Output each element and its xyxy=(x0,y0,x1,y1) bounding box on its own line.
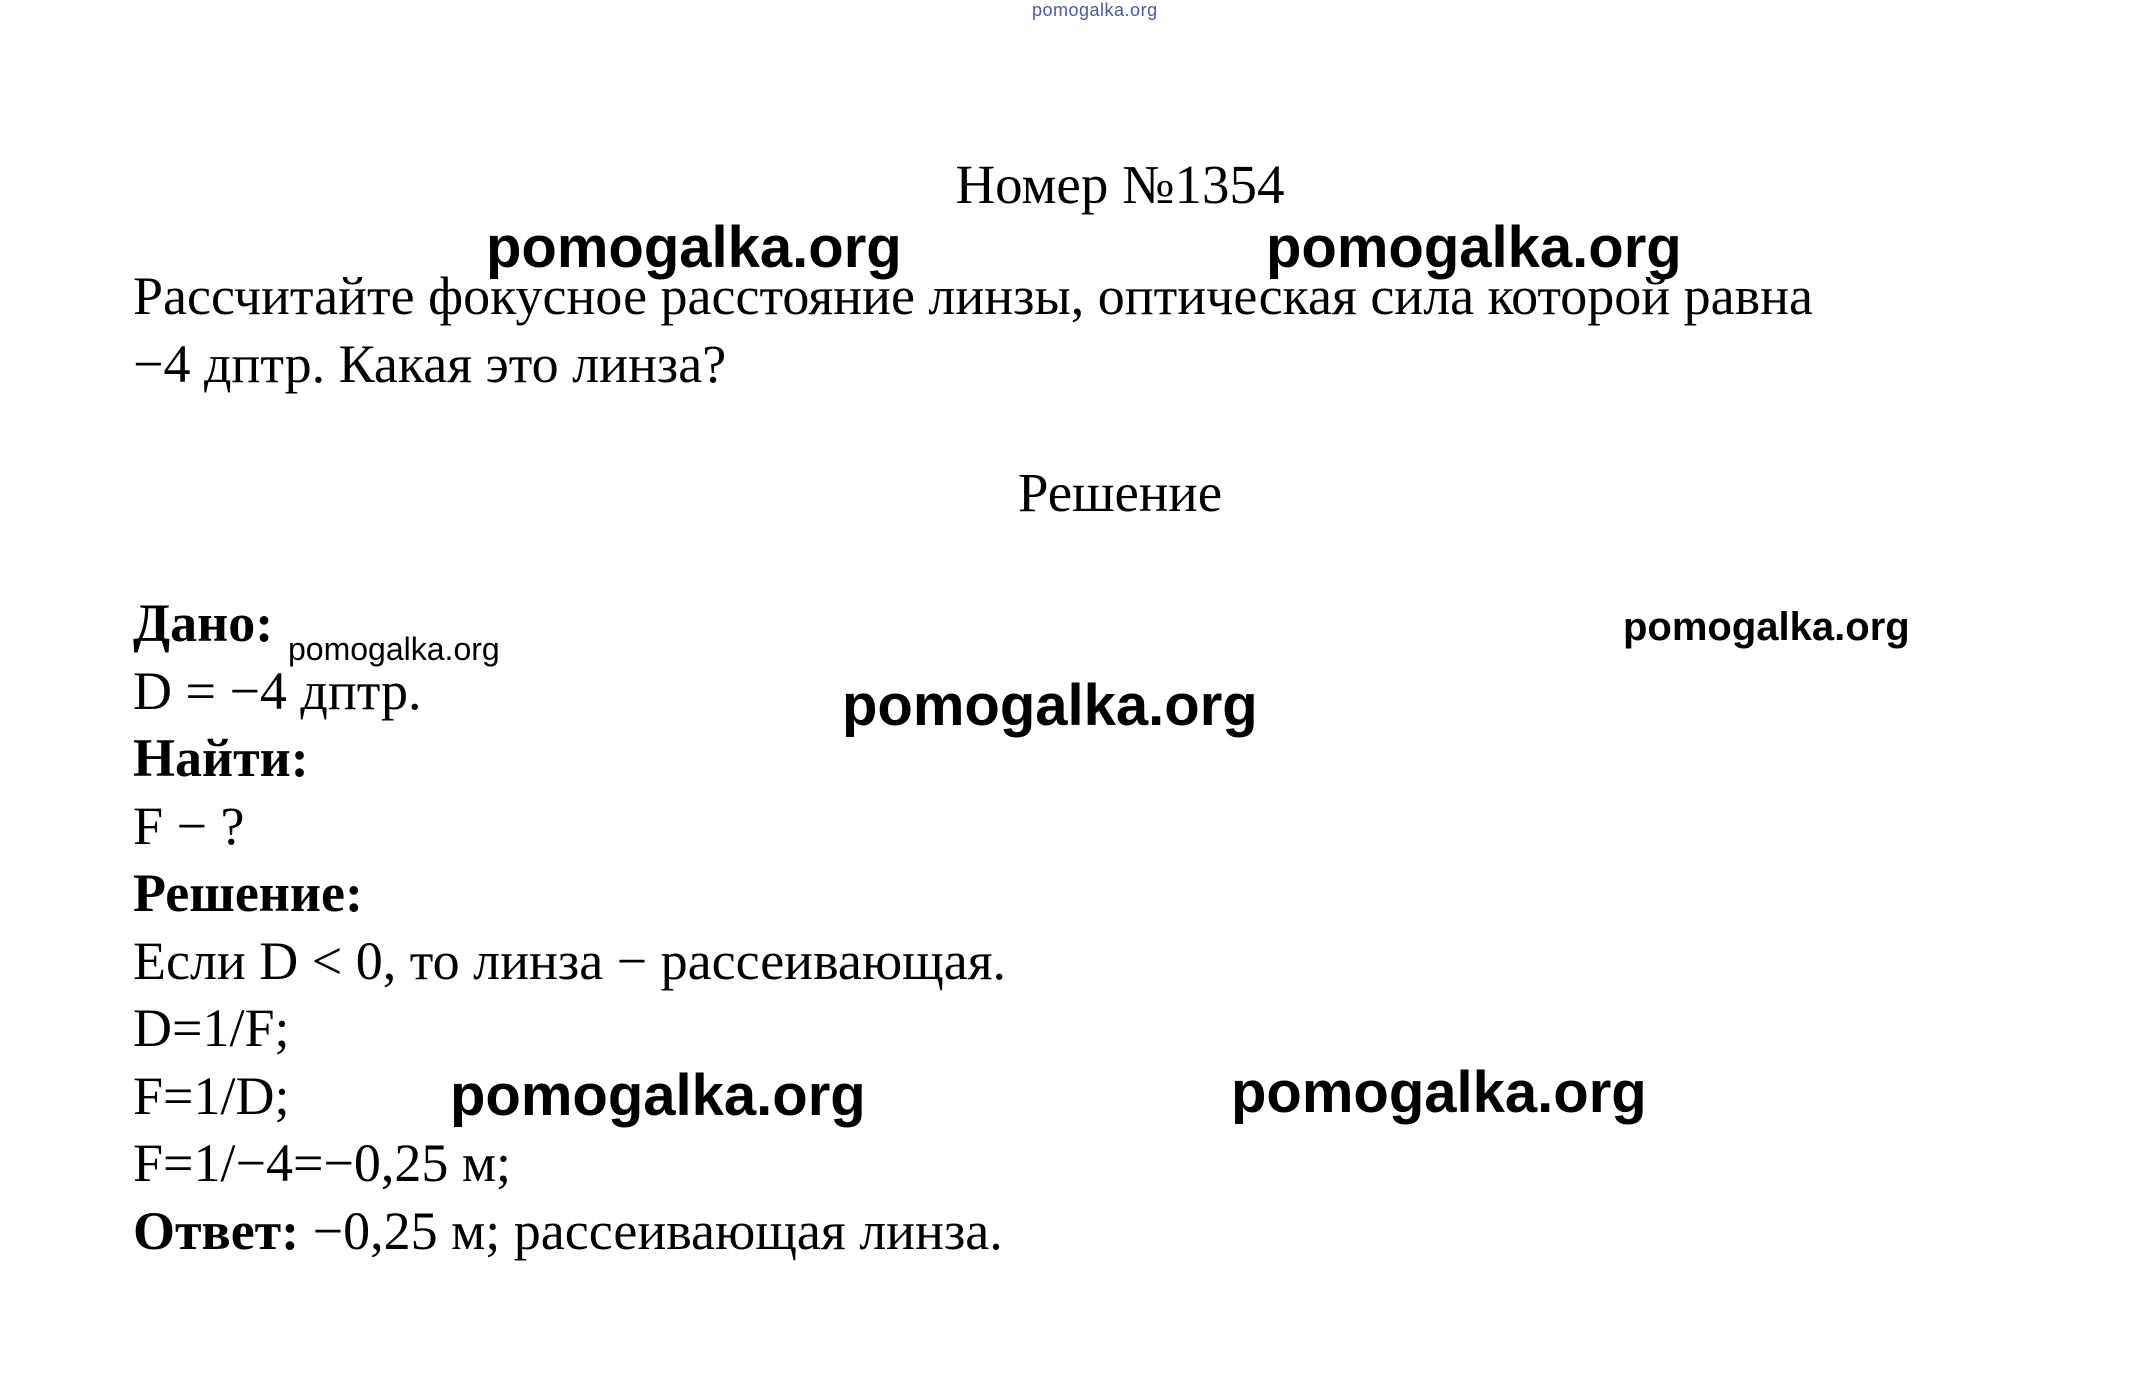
answer-label: Ответ: xyxy=(133,1200,300,1261)
watermark: pomogalka.org xyxy=(1623,605,1910,649)
solution-label: Решение: xyxy=(133,863,363,923)
find-value: F − ? xyxy=(133,795,245,856)
given-label: Дано: xyxy=(133,593,274,653)
given-value: D = −4 дптр. xyxy=(133,660,422,721)
solution-heading: Решение xyxy=(1017,462,1223,523)
solution-step-2: D=1/F; xyxy=(133,998,290,1058)
watermark: pomogalka.org xyxy=(450,1063,866,1128)
watermark: pomogalka.org xyxy=(1266,215,1682,280)
watermark: pomogalka.org xyxy=(842,673,1258,738)
solution-step-1: Если D < 0, то линза − рассеивающая. xyxy=(133,930,1007,991)
solution-step-4: F=1/−4=−0,25 м; xyxy=(133,1133,512,1193)
find-label: Найти: xyxy=(133,728,309,788)
watermark: pomogalka.org xyxy=(486,215,902,280)
header-watermark: pomogalka.org xyxy=(1032,0,1158,20)
solution-step-3: F=1/D; xyxy=(133,1065,290,1126)
answer-line xyxy=(133,1198,1006,1266)
problem-title: Номер №1354 xyxy=(955,154,1285,215)
problem-statement xyxy=(133,262,2033,398)
answer-value: −0,25 м; рассеивающая линза. xyxy=(299,1200,1003,1261)
watermark: pomogalka.org xyxy=(288,631,500,667)
problem-line-1: Рассчитайте фокусное расстояние линзы, оптическая сила которой равна xyxy=(133,266,1814,326)
watermark: pomogalka.org xyxy=(1231,1060,1647,1125)
problem-line-2: −4 дптр. Какая это линза? xyxy=(133,334,727,394)
